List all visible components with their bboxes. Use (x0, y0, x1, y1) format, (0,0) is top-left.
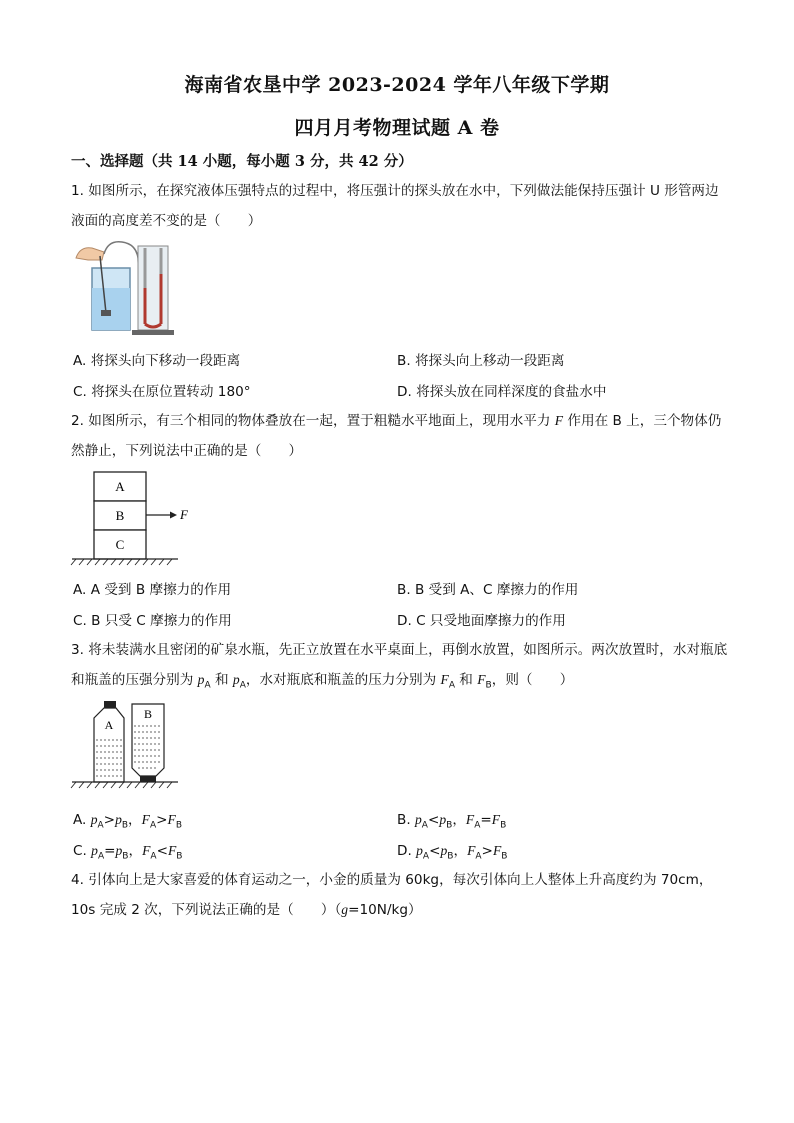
block-a-label: A (115, 479, 125, 494)
bottle-a-cap (104, 701, 116, 708)
question-2-option-a[interactable]: A. A 受到 B 摩擦力的作用 (73, 582, 232, 598)
block-b-label: B (115, 508, 125, 523)
question-1-option-a[interactable]: A. 将探头向下移动一段距离 (73, 353, 241, 369)
bottle-b-label: B (143, 707, 153, 721)
bottle-b-cap (140, 776, 156, 782)
manometer-board (138, 246, 168, 330)
bottles-figure (70, 700, 182, 796)
question-1-option-d[interactable]: D. 将探头放在同样深度的食盐水中 (397, 384, 607, 400)
question-1-option-b[interactable]: B. 将探头向上移动一段距离 (397, 353, 565, 369)
section-heading: 一、选择题（共 14 小题，每小题 3 分，共 42 分） (71, 153, 413, 170)
question-1-stem: 1. 如图所示，在探究液体压强特点的过程中，将压强计的探头放在水中，下列做法能保持压强计 U 形管两边液面的高度差不变的是（ ） (71, 183, 719, 229)
manometer-base (132, 330, 174, 335)
question-3-option-c[interactable]: C. $p_A=p_B$，$F_A<F_B$ (73, 843, 183, 862)
force-label: F (180, 507, 188, 522)
force-arrowhead (170, 512, 177, 519)
question-1-option-c[interactable]: C. 将探头在原位置转动 180° (73, 384, 251, 400)
beaker-water (92, 288, 130, 330)
exam-title-line1: 海南省农垦中学 2023-2024 学年八年级下学期 (184, 74, 610, 96)
block-c-label: C (115, 537, 125, 552)
ground-hatch (71, 559, 172, 565)
question-2-stem: 2. 如图所示，有三个相同的物体叠放在一起，置于粗糙水平地面上，现用水平力 F 作用在 B 上，三个物体仍然静止，下列说法中正确的是（ ） (71, 413, 722, 459)
question-2-option-b[interactable]: B. B 受到 A、C 摩擦力的作用 (397, 582, 579, 598)
exam-title-line2: 四月月考物理试题 A 卷 (294, 117, 500, 139)
question-3-option-b[interactable]: B. $p_A<p_B$，$F_A=F_B$ (397, 812, 507, 831)
stacked-blocks-figure (70, 470, 200, 566)
probe-head (101, 310, 111, 316)
table-hatch (71, 782, 172, 788)
question-2-option-d[interactable]: D. C 只受地面摩擦力的作用 (397, 613, 566, 629)
pressure-gauge-figure (70, 238, 180, 338)
question-3-stem: 3. 将未装满水且密闭的矿泉水瓶，先正立放置在水平桌面上，再倒水放置，如图所示。两次放置时，水对瓶底和瓶盖的压强分别为 $p_A$ 和 $p_A$，水对瓶底和瓶盖的压力分别为 $F_A$ 和 $F_B$，则（ ） (71, 642, 728, 691)
question-2-option-c[interactable]: C. B 只受 C 摩擦力的作用 (73, 613, 232, 629)
question-3-option-a[interactable]: A. $p_A>p_B$，$F_A>F_B$ (73, 812, 183, 831)
question-4-stem: 4. 引体向上是大家喜爱的体育运动之一，小金的质量为 60kg，每次引体向上人整体上升高度约为 70cm，10s 完成 2 次，下列说法正确的是（ ）（g=10N/kg） (71, 872, 713, 918)
question-3-option-d[interactable]: D. $p_A<p_B$，$F_A>F_B$ (397, 843, 508, 862)
bottle-a-label: A (104, 718, 114, 732)
